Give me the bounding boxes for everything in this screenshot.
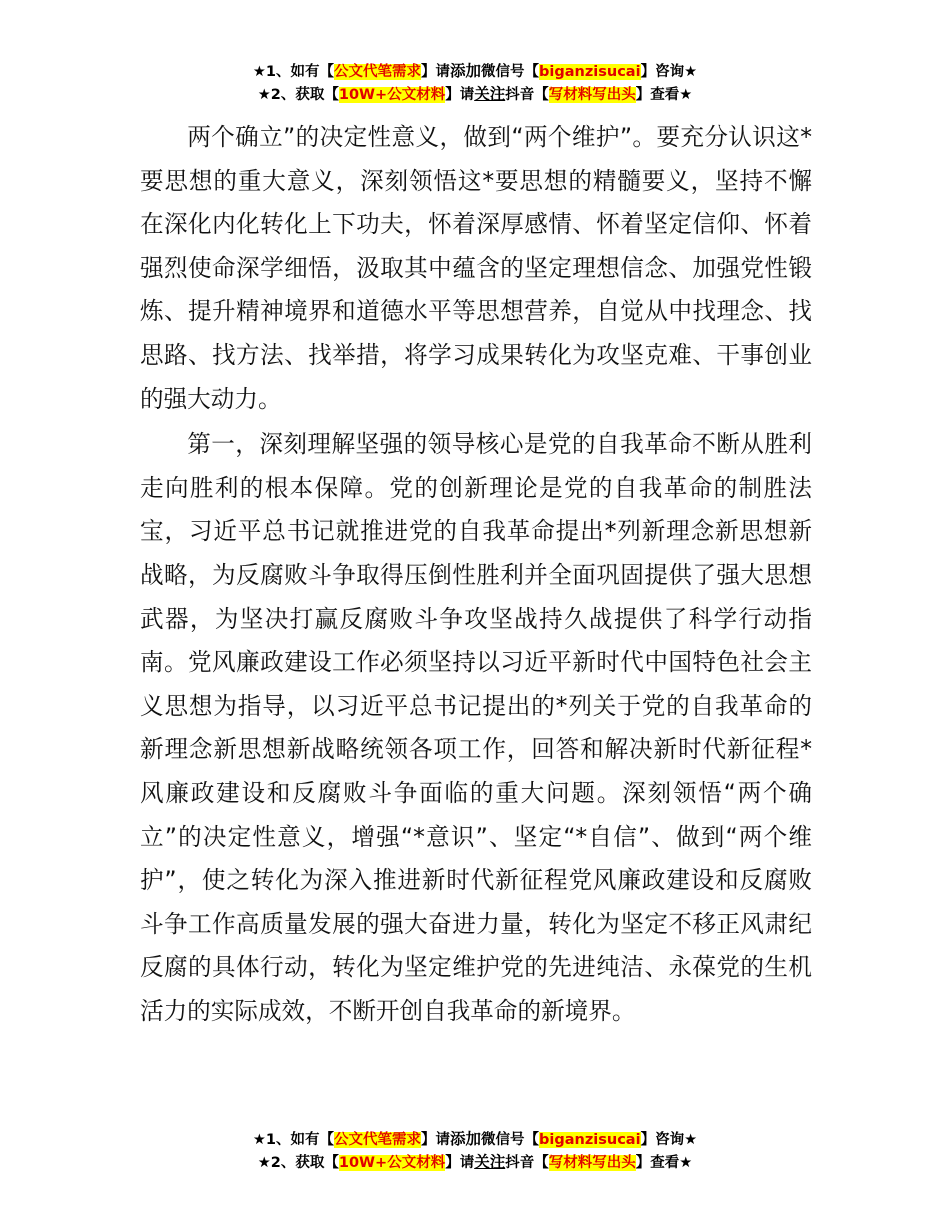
banner-text: 】查看★ <box>635 87 693 103</box>
banner-line-2 <box>0 1151 950 1174</box>
footer-banner <box>0 1128 950 1174</box>
header-banner <box>0 60 950 106</box>
banner-text: 抖音【 <box>505 87 549 103</box>
banner-text: 】请 <box>421 1132 450 1148</box>
banner-text: 】咨询★ <box>640 1132 698 1148</box>
banner-text: 微信号【 <box>481 1132 540 1148</box>
banner-highlight: 写材料写出头 <box>548 87 636 103</box>
banner-highlight: 写材料写出头 <box>548 1155 636 1171</box>
banner-text: ★1、如有【 <box>252 64 334 80</box>
banner-text: 微信号【 <box>481 64 540 80</box>
banner-text: 】查看★ <box>635 1155 693 1171</box>
banner-text: 】请 <box>421 64 450 80</box>
paragraph-2: 第一，深刻理解坚强的领导核心是党的自我革命不断从胜利走向胜利的根本保障。党的创新理论是党的自我革命的制胜法宝，习近平总书记就推进党的自我革命提出*列新理念新思想新战略，为反腐败斗争取得压倒性胜利并全面巩固提供了强大思想武器，为坚决打赢反腐败斗争攻坚战持久战提供了科学行动指南。党风廉政建设工作必须坚持以习近平新时代中国特色社会主义思想为指导，以习近平总书记提出的*列关于党的自我革命的新理念新思想新战略统领各项工作，回答和解决新时代新征程*风廉政建设和反腐败斗争面临的重大问题。深刻领悟“两个确立”的决定性意义，增强“*意识”、坚定“*自信”、做到“两个维护”，使之转化为深入推进新时代新征程党风廉政建设和反腐败斗争工作高质量发展的强大奋进力量，转化为坚定不移正风肃纪反腐的具体行动，转化为坚定维护党的先进纯洁、永葆党的生机活力的实际成效，不断开创自我革命的新境界。 <box>140 430 812 1025</box>
banner-highlight: 公文代笔需求 <box>334 64 421 80</box>
banner-line-2 <box>0 83 950 106</box>
paragraph-1: 两个确立”的决定性意义，做到“两个维护”。要充分认识这*要思想的重大意义，深刻领悟这*要思想的精髓要义，坚持不懈在深化内化转化上下功夫，怀着深厚感情、怀着坚定信仰、怀着强烈使命深学细悟，汲取其中蕴含的坚定理想信念、加强党性锻炼、提升精神境界和道德水平等思想营养，自觉从中找理念、找思路、找方法、找举措，将学习成果转化为攻坚克难、干事创业的强大动力。 <box>140 123 812 413</box>
banner-line-1 <box>0 1128 950 1151</box>
banner-emphasis: 关注 <box>474 1153 506 1171</box>
banner-highlight: 10W+公文材料 <box>338 1155 446 1171</box>
banner-highlight: 公文代笔需求 <box>334 1132 421 1148</box>
banner-text: ★2、获取【 <box>257 87 339 103</box>
banner-highlight: biganzisucai <box>539 64 641 80</box>
banner-text: 抖音【 <box>505 1155 549 1171</box>
banner-emphasis: 添加 <box>450 62 482 80</box>
document-body <box>140 116 812 1033</box>
banner-line-1 <box>0 60 950 83</box>
banner-text: ★1、如有【 <box>252 1132 334 1148</box>
banner-text: 】请 <box>445 87 475 103</box>
banner-emphasis: 关注 <box>474 85 506 103</box>
banner-emphasis: 添加 <box>450 1130 482 1148</box>
banner-text: ★2、获取【 <box>257 1155 339 1171</box>
banner-text: 】请 <box>445 1155 475 1171</box>
banner-text: 】咨询★ <box>640 64 698 80</box>
banner-highlight: 10W+公文材料 <box>338 87 446 103</box>
banner-highlight: biganzisucai <box>539 1132 641 1148</box>
